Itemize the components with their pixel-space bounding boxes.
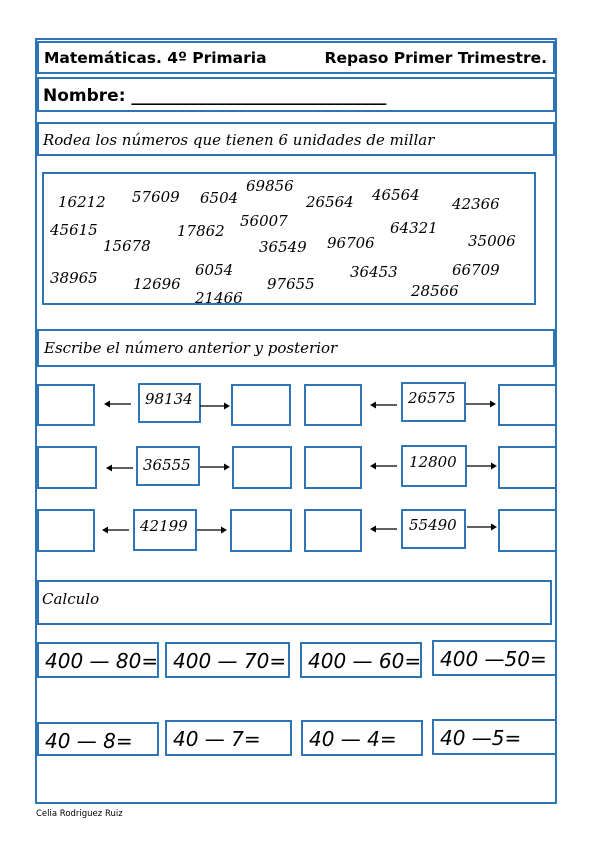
arrow-right-icon	[200, 462, 230, 472]
calc-expression: 400 — 80=	[45, 649, 159, 673]
given-number-box	[136, 446, 200, 486]
arrow-right-icon	[197, 525, 227, 535]
number-item[interactable]: 36549	[259, 238, 307, 256]
given-number: 36555	[143, 456, 191, 474]
calc-box[interactable]	[37, 722, 159, 756]
number-item[interactable]: 46564	[372, 186, 420, 204]
answer-box-before[interactable]	[304, 384, 362, 426]
number-item[interactable]: 6504	[200, 189, 239, 207]
arrow-left-icon	[106, 463, 136, 473]
arrow-right-icon	[200, 401, 230, 411]
given-number-box	[401, 382, 466, 422]
number-item[interactable]: 64321	[390, 219, 438, 237]
author-credit: Celia Rodriguez Ruiz	[36, 809, 123, 819]
instruction-bar-1	[37, 122, 555, 156]
calc-expression: 400 — 70=	[173, 649, 287, 673]
answer-box-after[interactable]	[498, 384, 557, 426]
calc-box[interactable]	[165, 720, 292, 756]
answer-box-after[interactable]	[230, 509, 292, 552]
given-number: 12800	[409, 453, 457, 471]
calc-box[interactable]	[300, 642, 422, 678]
number-item[interactable]: 21466	[195, 289, 243, 307]
worksheet-title: Matemáticas. 4º Primaria	[44, 49, 267, 67]
instruction-bar-2	[37, 329, 555, 367]
arrow-right-icon	[466, 399, 496, 409]
number-item[interactable]: 26564	[306, 193, 354, 211]
number-item[interactable]: 69856	[246, 177, 294, 195]
given-number-box	[401, 445, 467, 487]
worksheet-subtitle: Repaso Primer Trimestre.	[324, 49, 547, 67]
instruction-bar-3	[37, 580, 552, 625]
calc-expression: 40 — 7=	[173, 727, 261, 751]
calc-box[interactable]	[432, 719, 557, 755]
arrow-left-icon	[102, 525, 132, 535]
answer-box-before[interactable]	[304, 446, 362, 489]
calc-expression: 400 — 60=	[308, 649, 422, 673]
calc-expression: 40 — 4=	[309, 727, 397, 751]
given-number: 42199	[140, 517, 188, 535]
number-item[interactable]: 15678	[103, 237, 151, 255]
answer-box-before[interactable]	[37, 509, 95, 552]
number-cloud-box	[42, 172, 536, 305]
number-item[interactable]: 56007	[240, 212, 288, 230]
number-item[interactable]: 16212	[58, 193, 106, 211]
arrow-left-icon	[370, 461, 400, 471]
number-item[interactable]: 12696	[133, 275, 181, 293]
name-bar	[37, 77, 555, 112]
answer-box-after[interactable]	[231, 384, 291, 426]
number-item[interactable]: 38965	[50, 269, 98, 287]
calc-expression: 40 —5=	[440, 726, 522, 750]
answer-box-after[interactable]	[232, 446, 292, 489]
arrow-left-icon	[370, 524, 400, 534]
given-number-box	[138, 383, 201, 423]
title-bar	[37, 41, 555, 74]
number-item[interactable]: 97655	[267, 275, 315, 293]
number-item[interactable]: 6054	[195, 261, 234, 279]
instruction-3: Calculo	[42, 590, 100, 608]
calc-expression: 400 —50=	[440, 647, 547, 671]
number-item[interactable]: 57609	[132, 188, 180, 206]
number-item[interactable]: 42366	[452, 195, 500, 213]
name-field-label: Nombre: ______________________________	[43, 86, 387, 106]
number-item[interactable]: 66709	[452, 261, 500, 279]
answer-box-before[interactable]	[37, 384, 95, 426]
given-number-box	[133, 509, 197, 551]
arrow-left-icon	[370, 400, 400, 410]
number-item[interactable]: 36453	[350, 263, 398, 281]
given-number: 26575	[408, 389, 456, 407]
number-item[interactable]: 28566	[411, 282, 459, 300]
number-item[interactable]: 17862	[177, 222, 225, 240]
arrow-right-icon	[467, 522, 497, 532]
calc-box[interactable]	[37, 642, 159, 678]
instruction-1: Rodea los números que tienen 6 unidades de millar	[43, 131, 435, 149]
arrow-left-icon	[104, 399, 134, 409]
given-number: 55490	[409, 516, 457, 534]
number-item[interactable]: 96706	[327, 234, 375, 252]
calc-box[interactable]	[432, 640, 557, 676]
answer-box-before[interactable]	[37, 446, 97, 489]
calc-box[interactable]	[165, 642, 290, 678]
number-item[interactable]: 45615	[50, 221, 98, 239]
arrow-right-icon	[467, 461, 497, 471]
calc-expression: 40 — 8=	[45, 729, 133, 753]
answer-box-after[interactable]	[498, 509, 557, 552]
given-number: 98134	[145, 390, 193, 408]
answer-box-before[interactable]	[304, 509, 362, 552]
number-item[interactable]: 35006	[468, 232, 516, 250]
instruction-2: Escribe el número anterior y posterior	[44, 339, 338, 357]
answer-box-after[interactable]	[498, 446, 557, 489]
given-number-box	[401, 509, 466, 549]
calc-box[interactable]	[301, 720, 423, 756]
